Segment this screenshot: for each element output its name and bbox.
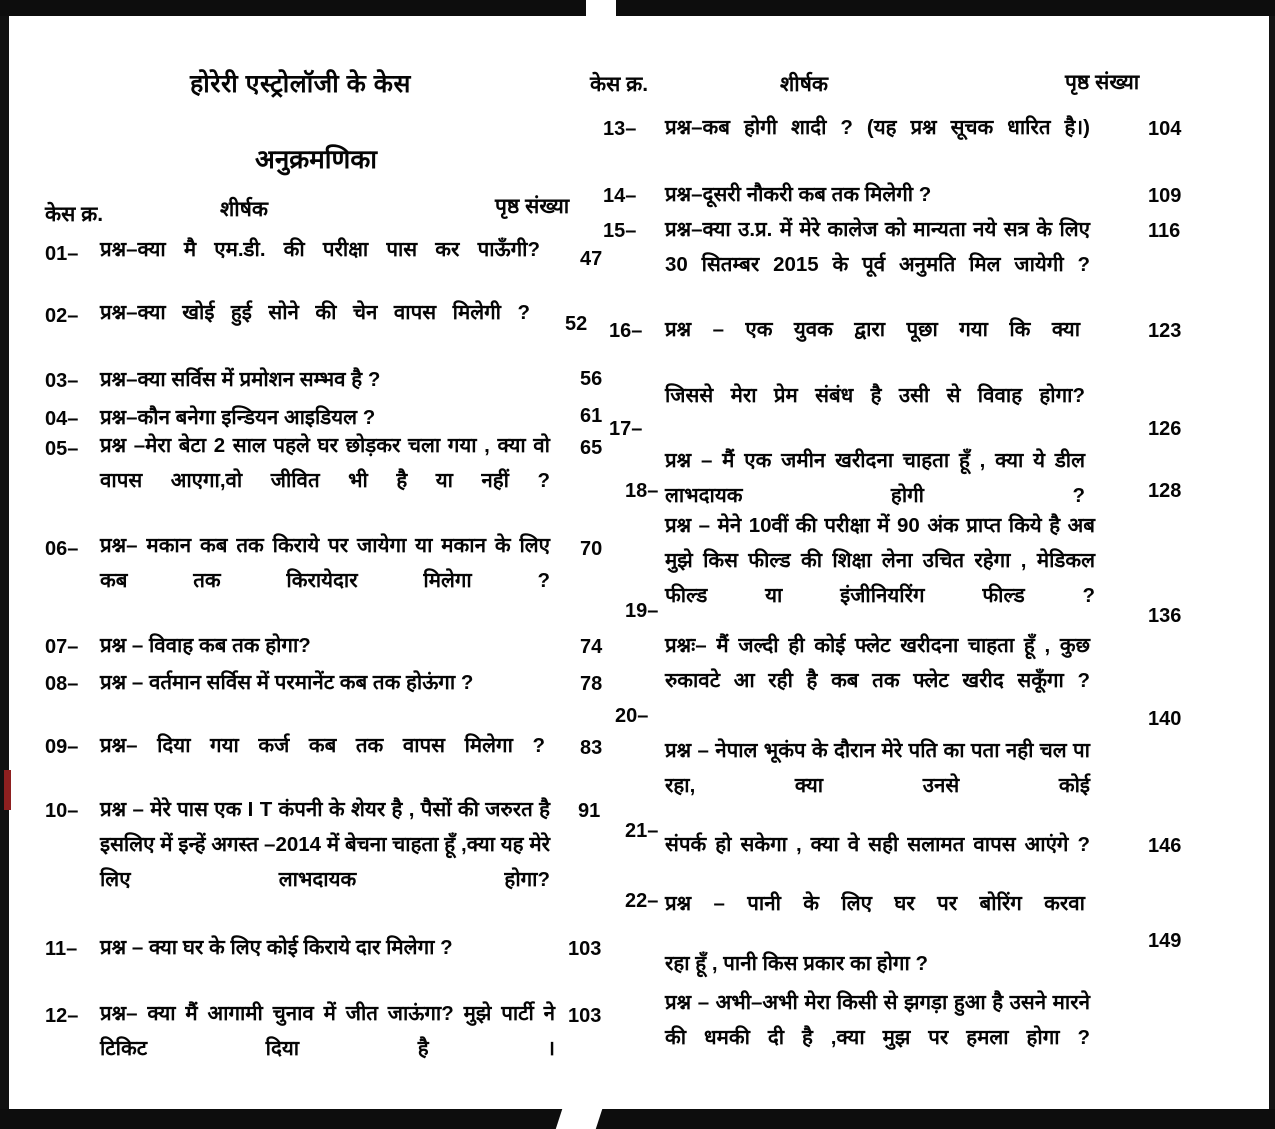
list-item-number: 14–	[603, 185, 637, 207]
list-item-title: प्रश्न – विवाह कब तक होगा?	[100, 634, 311, 657]
list-item-page: 116	[1148, 220, 1181, 242]
list-item-page: 74	[580, 636, 603, 658]
column-header-case-no: केस क्र.	[45, 203, 104, 226]
list-item-number: 19–	[625, 600, 659, 622]
list-item-title: प्रश्न–कब होगी शादी ? (यह प्रश्न सूचक धारित है।)	[665, 116, 1090, 139]
list-item-number: 06–	[45, 538, 79, 560]
list-item-number: 16–	[609, 320, 643, 342]
list-item-number: 04–	[45, 408, 79, 430]
list-item-number: 22–	[625, 890, 659, 912]
list-item-number: 15–	[603, 220, 637, 242]
list-item-page: 109	[1148, 185, 1182, 207]
list-item-number: 20–	[615, 705, 649, 727]
list-item-page: 136	[1148, 605, 1182, 627]
list-item-number: 21–	[625, 820, 659, 842]
page-edge-bottom	[0, 1109, 1275, 1129]
page-edge-top-notch	[586, 0, 616, 20]
list-item-title: प्रश्नः– मैं जल्दी ही कोई फ्लेट खरीदना चाहता हूँ , कुछ रुकावटे आ रही है कब तक फ्लेट खरीद सकूँगा ?	[665, 634, 1090, 692]
list-item-page: 47	[580, 248, 603, 270]
list-item-title: प्रश्न–क्या खोई हुई सोने की चेन वापस मिलेगी ?	[100, 301, 530, 324]
list-item-title-continuation: रहा हूँ , पानी किस प्रकार का होगा ?	[665, 952, 929, 975]
list-item-page: 65	[580, 437, 603, 459]
list-item-number: 12–	[45, 1005, 79, 1027]
list-item-number: 11–	[45, 938, 78, 960]
page-edge-left	[0, 16, 9, 1109]
list-item-title: प्रश्न – पानी के लिए घर पर बोरिंग करवा	[665, 892, 1085, 915]
list-item-page: 126	[1148, 418, 1182, 440]
list-item-title: प्रश्न–क्या उ.प्र. में मेरे कालेज को मान्यता नये सत्र के लिए 30 सितम्बर 2015 के पूर्व अनुमति मिल जायेगी ?	[665, 218, 1090, 276]
column-header-title: शीर्षक	[220, 198, 268, 221]
list-item-number: 01–	[45, 243, 79, 265]
list-item-title: प्रश्न–क्या सर्विस में प्रमोशन सम्भव है ?	[100, 368, 381, 391]
list-item-title: प्रश्न– मकान कब तक किराये पर जायेगा या मकान के लिए कब तक किरायेदार मिलेगा ?	[100, 534, 550, 592]
column-header-case-no: केस क्र.	[590, 73, 649, 96]
list-item-page: 56	[580, 368, 603, 390]
list-item-page: 123	[1148, 320, 1182, 342]
list-item-page: 149	[1148, 930, 1182, 952]
list-item-title: प्रश्न – मेरे पास एक I T कंपनी के शेयर है , पैसों की जरुरत है इसलिए में इन्हें अगस्त –2014 में बेचना चाहता हूँ ,क्या यह मेरे लिए लाभदायक होगा?	[100, 798, 550, 891]
column-header-page-no: पृष्ठ संख्या	[1065, 71, 1140, 94]
list-item-page: 140	[1148, 708, 1182, 730]
list-item-page: 103	[568, 938, 602, 960]
list-item-page: 91	[578, 800, 601, 822]
list-item-title: प्रश्न – क्या घर के लिए कोई किराये दार मिलेगा ?	[100, 936, 453, 959]
list-item-title: प्रश्न – नेपाल भूकंप के दौरान मेरे पति का पता नही चल पा रहा, क्या उनसे कोई	[665, 739, 1090, 797]
list-item-title: प्रश्न–कौन बनेगा इन्डियन आइडियल ?	[100, 406, 376, 429]
list-item-number: 13–	[603, 118, 637, 140]
list-item-number: 08–	[45, 673, 79, 695]
list-item-page: 52	[565, 313, 588, 335]
list-item-title-continuation: जिससे मेरा प्रेम संबंध है उसी से विवाह होगा?	[665, 384, 1085, 407]
list-item-title: प्रश्न– क्या मैं आगामी चुनाव में जीत जाऊंगा? मुझे पार्टी ने टिकिट दिया है ।	[100, 1002, 555, 1060]
page-title: अनुक्रमणिका	[255, 144, 378, 174]
page-edge-right	[1269, 16, 1275, 1109]
list-item-page: 128	[1148, 480, 1182, 502]
list-item-number: 09–	[45, 736, 79, 758]
list-item-page: 146	[1148, 835, 1182, 857]
list-item-page: 103	[568, 1005, 602, 1027]
list-item-title: संपर्क हो सकेगा , क्या वे सही सलामत वापस आएंगे ?	[665, 833, 1090, 856]
list-item-page: 61	[580, 405, 603, 427]
list-item-title: प्रश्न – मेने 10वीं की परीक्षा में 90 अंक प्राप्त किये है अब मुझे किस फील्ड की शिक्षा लेना उचित रहेगा , मेडिकल फील्ड या इंजीनियरिंग फील्ड ?	[665, 514, 1095, 607]
list-item-number: 18–	[625, 480, 659, 502]
list-item-number: 07–	[45, 636, 79, 658]
list-item-title: प्रश्न – एक युवक द्वारा पूछा गया कि क्या	[665, 318, 1080, 341]
list-item-title: प्रश्न– दिया गया कर्ज कब तक वापस मिलेगा ?	[100, 734, 545, 757]
book-title: होरेरी एस्ट्रोलॉजी के केस	[190, 70, 411, 98]
list-item-number: 05–	[45, 438, 79, 460]
list-item-title: प्रश्न –मेरा बेटा 2 साल पहले घर छोड़कर चला गया , क्या वो वापस आएगा,वो जीवित भी है या नहीं ?	[100, 434, 550, 492]
list-item-number: 02–	[45, 305, 79, 327]
list-item-title: प्रश्न – वर्तमान सर्विस में परमानेंट कब तक होऊंगा ?	[100, 671, 474, 694]
list-item-number: 10–	[45, 800, 79, 822]
list-item-number: 17–	[609, 418, 643, 440]
column-header-page-no: पृष्ठ संख्या	[495, 195, 570, 218]
column-header-title: शीर्षक	[780, 73, 828, 96]
list-item-page: 83	[580, 737, 603, 759]
list-item-page: 70	[580, 538, 603, 560]
list-item-page: 104	[1148, 118, 1182, 140]
list-item-title: प्रश्न–दूसरी नौकरी कब तक मिलेगी ?	[665, 183, 932, 206]
list-item-title-trailing: प्रश्न – अभी–अभी मेरा किसी से झगड़ा हुआ है उसने मारने की धमकी दी है ,क्या मुझ पर हमला होगा ?	[665, 991, 1090, 1049]
page-edge-red-mark	[4, 770, 11, 810]
list-item-number: 03–	[45, 370, 79, 392]
page-edge-top	[0, 0, 1275, 16]
list-item-title: प्रश्न – मैं एक जमीन खरीदना चाहता हूँ , क्या ये डील लाभदायक होगी ?	[665, 449, 1085, 507]
list-item-page: 78	[580, 673, 603, 695]
page-edge-bottom-notch	[556, 1103, 604, 1129]
list-item-title: प्रश्न–क्या मै एम.डी. की परीक्षा पास कर पाऊँगी?	[100, 238, 540, 261]
